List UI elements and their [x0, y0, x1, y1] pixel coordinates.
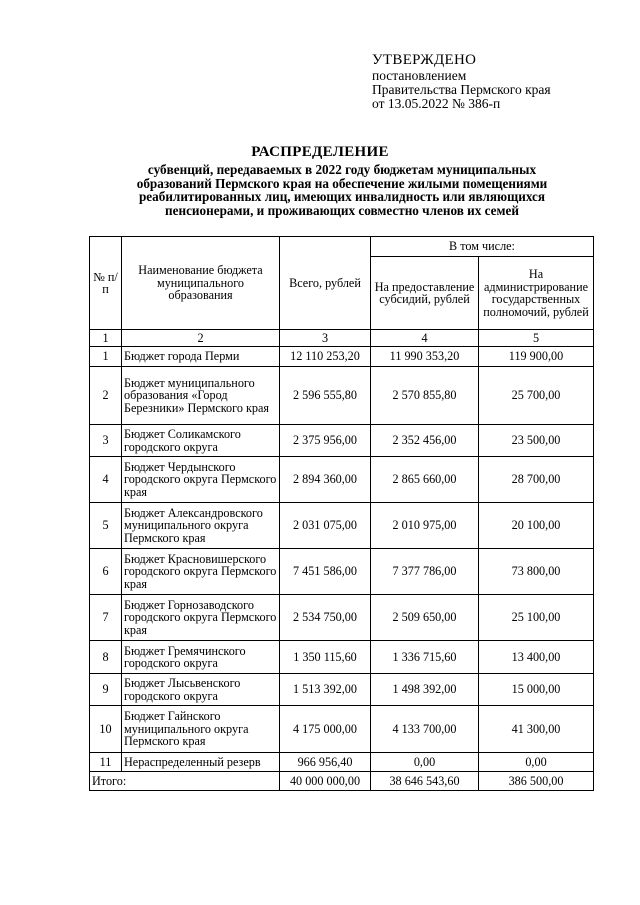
table-row: [90, 753, 594, 772]
table-row: [90, 549, 594, 595]
row-subsidies: 2 509 650,00: [371, 595, 479, 641]
row-total: 2 031 075,00: [280, 503, 371, 549]
row-subsidies: 0,00: [371, 753, 479, 772]
totals-subsidies: 38 646 543,60: [371, 772, 479, 791]
row-num: 3: [90, 425, 122, 457]
header-total: Всего, рублей: [280, 237, 371, 330]
totals-total: 40 000 000,00: [280, 772, 371, 791]
row-num: 4: [90, 457, 122, 503]
table-row: [90, 457, 594, 503]
row-total: 2 375 956,00: [280, 425, 371, 457]
approval-heading: УТВЕРЖДЕНО: [372, 52, 477, 68]
column-number: 4: [371, 330, 479, 347]
subtitle-line: пенсионерами, и проживающих совместно членов их семей: [165, 202, 519, 218]
header-subsidies: На предоставление субсидий, рублей: [371, 257, 479, 330]
row-admin: 25 700,00: [479, 367, 594, 425]
row-name: Бюджет Соликамского городского округа: [122, 425, 280, 457]
row-name: Бюджет города Перми: [122, 347, 280, 367]
row-subsidies: 7 377 786,00: [371, 549, 479, 595]
subtitle-line: субвенций, передаваемых в 2022 году бюджетам муниципальных: [147, 162, 537, 177]
row-admin: 25 100,00: [479, 595, 594, 641]
column-number: 5: [479, 330, 594, 347]
column-number: 1: [90, 330, 122, 347]
subtitle-line: реабилитированных лиц, имеющих инвалидность или являющихся: [138, 189, 546, 204]
document-title: РАСПРЕДЕЛЕНИЕ: [251, 144, 389, 160]
row-admin: 119 900,00: [479, 347, 594, 367]
row-total: 4 175 000,00: [280, 706, 371, 753]
table-row: [90, 674, 594, 706]
row-admin: 23 500,00: [479, 425, 594, 457]
table-row: [90, 503, 594, 549]
row-num: 5: [90, 503, 122, 549]
row-name: Бюджет Лысьвенского городского округа: [122, 674, 280, 706]
row-admin: 73 800,00: [479, 549, 594, 595]
row-subsidies: 4 133 700,00: [371, 706, 479, 753]
row-subsidies: 1 498 392,00: [371, 674, 479, 706]
row-name: Бюджет Александровского муниципального округа Пермского края: [122, 503, 280, 549]
totals-label: Итого:: [90, 772, 280, 791]
row-admin: 20 100,00: [479, 503, 594, 549]
row-total: 2 534 750,00: [280, 595, 371, 641]
header-name: Наименование бюджета муниципального образования: [122, 237, 280, 330]
header-including: В том числе:: [371, 237, 594, 257]
row-admin: 0,00: [479, 753, 594, 772]
row-name: Бюджет муниципального образования «Город Березники» Пермского края: [122, 367, 280, 425]
row-total: 2 894 360,00: [280, 457, 371, 503]
row-subsidies: 2 570 855,80: [371, 367, 479, 425]
subtitle-line: образований Пермского края на обеспечение жилыми помещениями: [136, 175, 548, 191]
row-admin: 13 400,00: [479, 641, 594, 674]
distribution-table: [89, 236, 594, 791]
row-name: Бюджет Гайнского муниципального округа Пермского края: [122, 706, 280, 753]
table-row: [90, 641, 594, 674]
column-number: 3: [280, 330, 371, 347]
row-num: 6: [90, 549, 122, 595]
row-total: 2 596 555,80: [280, 367, 371, 425]
row-name: Бюджет Красновишерского городского округа Пермского края: [122, 549, 280, 595]
row-name: Нераспределенный резерв: [122, 753, 280, 772]
row-admin: 28 700,00: [479, 457, 594, 503]
row-total: 7 451 586,00: [280, 549, 371, 595]
column-number-row: [90, 330, 594, 347]
row-num: 7: [90, 595, 122, 641]
row-name: Бюджет Гремячинского городского округа: [122, 641, 280, 674]
row-total: 1 513 392,00: [280, 674, 371, 706]
header-num: № п/п: [90, 237, 122, 330]
row-num: 2: [90, 367, 122, 425]
table-row: [90, 706, 594, 753]
approval-line-2: Правительства Пермского края: [372, 82, 551, 97]
row-num: 8: [90, 641, 122, 674]
totals-admin: 386 500,00: [479, 772, 594, 791]
approval-line-1: постановлением: [372, 68, 467, 83]
header-admin: На администрирование государственных полномочий, рублей: [479, 257, 594, 330]
row-num: 1: [90, 347, 122, 367]
row-subsidies: 2 865 660,00: [371, 457, 479, 503]
row-subsidies: 1 336 715,60: [371, 641, 479, 674]
row-name: Бюджет Горнозаводского городского округа Пермского края: [122, 595, 280, 641]
approval-stamp: [372, 52, 634, 111]
row-admin: 41 300,00: [479, 706, 594, 753]
row-total: 966 956,40: [280, 753, 371, 772]
table-row: [90, 367, 594, 425]
row-subsidies: 2 010 975,00: [371, 503, 479, 549]
row-num: 11: [90, 753, 122, 772]
row-admin: 15 000,00: [479, 674, 594, 706]
approval-line-3: от 13.05.2022 № 386-п: [372, 96, 501, 111]
totals-row: [90, 772, 594, 791]
row-subsidies: 2 352 456,00: [371, 425, 479, 457]
table-row: [90, 347, 594, 367]
row-subsidies: 11 990 353,20: [371, 347, 479, 367]
row-total: 12 110 253,20: [280, 347, 371, 367]
row-total: 1 350 115,60: [280, 641, 371, 674]
table-row: [90, 425, 594, 457]
row-num: 10: [90, 706, 122, 753]
row-num: 9: [90, 674, 122, 706]
document-subtitle: [92, 163, 592, 217]
column-number: 2: [122, 330, 280, 347]
row-name: Бюджет Чердынского городского округа Пермского края: [122, 457, 280, 503]
table-row: [90, 595, 594, 641]
